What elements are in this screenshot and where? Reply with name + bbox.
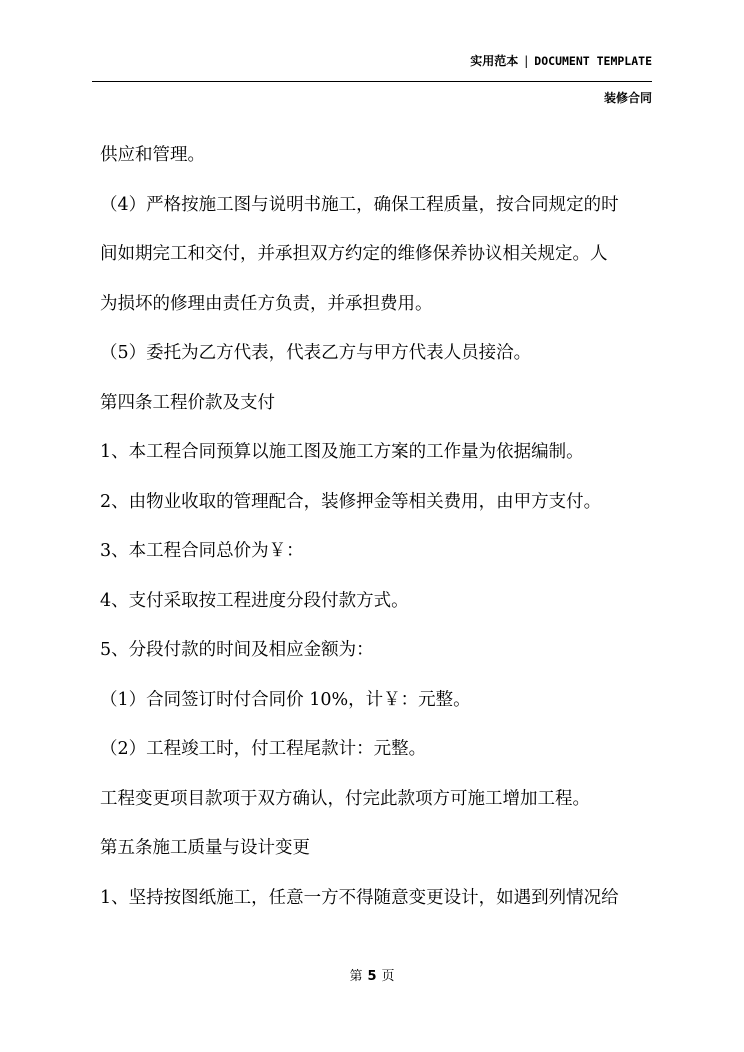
paragraph: 为损坏的修理由责任方负责，并承担费用。 <box>100 293 433 314</box>
header-divider <box>92 81 652 82</box>
paragraph: （4）严格按施工图与说明书施工，确保工程质量，按合同规定的时 <box>100 194 619 215</box>
page-number: 5 <box>367 969 377 984</box>
footer-suffix: 页 <box>381 969 395 984</box>
header-doc-name: 装修合同 <box>603 91 652 105</box>
paragraph: （5）委托为乙方代表，代表乙方与甲方代表人员接洽。 <box>100 343 532 363</box>
paragraph: 工程变更项目款项于双方确认，付完此款项方可施工增加工程。 <box>100 788 590 809</box>
paragraph: 间如期完工和交付，并承担双方约定的维修保养协议相关规定。人 <box>100 244 608 264</box>
page-footer <box>0 965 744 984</box>
paragraph: 1、本工程合同预算以施工图及施工方案的工作量为依据编制。 <box>100 442 584 462</box>
header-brand: 实用范本 <box>470 54 519 68</box>
paragraph: 1、坚持按图纸施工，任意一方不得随意变更设计，如遇到列情况给 <box>100 887 619 908</box>
header-subtitle: DOCUMENT TEMPLATE <box>534 54 652 68</box>
paragraph: 供应和管理。 <box>100 145 205 165</box>
paragraph: （1）合同签订时付合同价 10%，计￥：元整。 <box>100 689 471 710</box>
paragraph: 4、支付采取按工程进度分段付款方式。 <box>100 590 409 611</box>
header-separator: | <box>524 54 529 68</box>
body-text <box>100 138 660 930</box>
section-heading: 第四条工程价款及支付 <box>100 392 275 413</box>
footer-prefix: 第 <box>349 969 363 984</box>
section-heading: 第五条施工质量与设计变更 <box>100 838 310 858</box>
paragraph: 5、分段付款的时间及相应金额为： <box>100 640 374 660</box>
paragraph: （2）工程竣工时，付工程尾款计：元整。 <box>100 739 427 759</box>
header-title <box>470 52 652 69</box>
paragraph: 2、由物业收取的管理配合，装修押金等相关费用，由甲方支付。 <box>100 491 602 512</box>
paragraph: 3、本工程合同总价为￥： <box>100 541 304 561</box>
